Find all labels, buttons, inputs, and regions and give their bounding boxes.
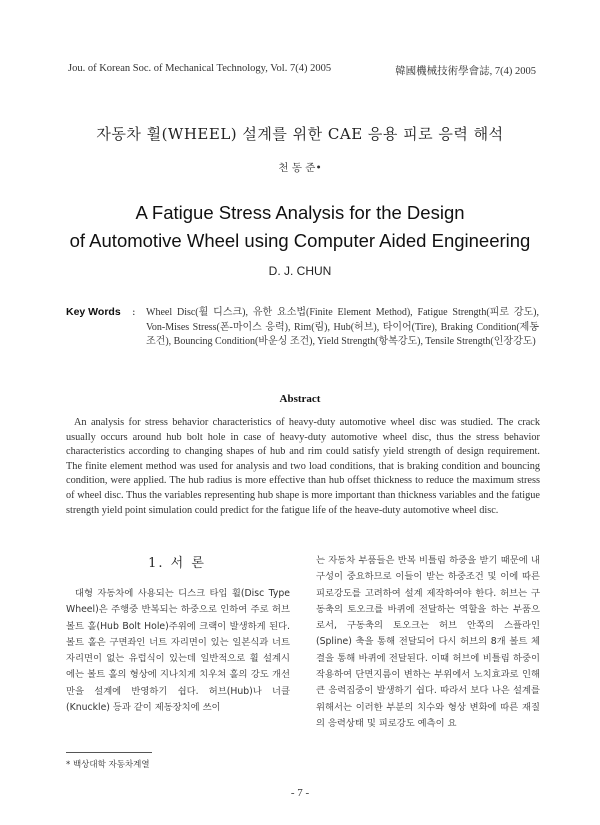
title-en-line-2: of Automotive Wheel using Computer Aided Engineering [69,230,531,251]
paper-title-korean: 자동차 휠(WHEEL) 설계를 위한 CAE 응용 피로 응력 해석 [96,125,504,143]
author-korean: 천 동 준• [278,162,322,174]
journal-header-ko: 韓國機械技術學會誌, 7(4) 2005 [395,66,536,77]
section-heading-introduction: 1. 서 론 [148,556,206,571]
abstract-text: An analysis for stress behavior characteristics of heavy-duty automotive wheel disc was studied. The crack usually occurs around hub bolt hole in case of heavy-duty automotive wheel disc, thus the stress behavior characteristics according to changing shapes of hub and rim could satisfy yield strength of design requirement. The finite element method was used for analysis and two load conditions, that is braking condition and bouncing condition, were applied. The hub radius is more effective than hub offset thickness to reduce the maximum stress of wheel disc. Thus the variables representing hub shape is more important than thickness variables and the fatigue strength yield point simulation could predict for the fatigue life of the heave-duty automotive wheel disc. [66,417,540,516]
abstract-heading: Abstract [279,393,321,405]
footnote-rule [66,752,152,753]
keywords-colon: : [132,306,136,318]
journal-header-en: Jou. of Korean Soc. of Mechanical Technology, Vol. 7(4) 2005 [68,63,332,74]
author-english: D. J. CHUN [268,264,332,278]
page-number: - 7 - [290,787,310,799]
body-column-right [316,553,540,732]
footnote-affiliation: * 백상대학 자동차계열 [66,760,150,770]
paper-title-english [0,199,600,255]
title-en-line-1: A Fatigue Stress Analysis for the Design [135,202,465,223]
keywords-label: Key Words [66,306,121,318]
intro-paragraph-right: 는 자동차 부품들은 반복 비틀림 하중을 받기 때문에 내구성이 중요하므로 이들이 받는 하중조건 및 이에 따른 피로강도를 고려하여 설계 제작하여야 한다. 허브는 구동축의 토오크를 바퀴에 전달하는 역할을 하는 부품으로서, 구동축의 토오크는 허브 안쪽의 스플라인(Spline) 축을 통해 전달되어 다시 허브의 8개 볼트 체결을 통해 바퀴에 전달된다. 이때 허브에 비틀림 하중이 작용하여 단면지름이 변하는 부위에서 노치효과로 인해 큰 응력집중이 발생하기 쉽다. 따라서 보다 나은 설계를 위해서는 이러한 부분의 치수와 형상 변화에 따른 재질의 응력상태 및 피로강도 예측이 요 [316,555,540,729]
keywords-text: Wheel Disc(휠 디스크), 유한 요소법(Finite Element Method), Fatigue Strength(피로 강도), Von-Mises Stress(폰-마이스 응력), Rim(림), Hub(허브), 타이어(Tire), Braking Condition(제동조건), Bouncing Condition(바운싱 조건), Yield Strength(항복강도), Tensile Strength(인장강도) [146,307,539,348]
body-column-left [66,586,290,716]
intro-paragraph-left: 대형 자동차에 사용되는 디스크 타입 휠(Disc Type Wheel)은 주행중 반복되는 하중으로 인하여 주로 허브 볼트 홀(Hub Bolt Hole)주위에 크랙이 발생하게 된다. 볼트 홀은 구면좌인 너트 자리면이 있는 일본식과 너트 자리면이 없는 유럽식이 있는데 일반적으로 휠 설계시에는 볼트 홀의 형상에 지나치게 치우쳐 홀의 강도 개선만을 설계에 반영하기 쉽다. 허브(Hub)나 너클(Knuckle) 등과 같이 제동장치에 쓰이 [66,588,290,714]
